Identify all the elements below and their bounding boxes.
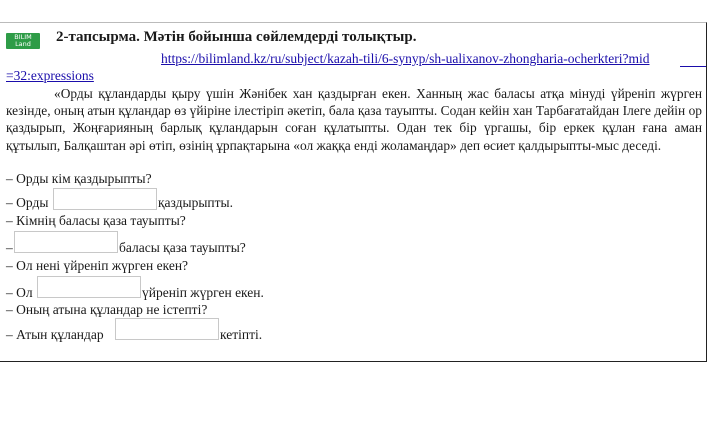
question-1: – Орды кім қаздырыпты? [6,171,152,186]
question-4: – Оның атына құландар не істепті? [6,302,208,317]
task-heading: 2-тапсырма. Мәтін бойынша сөйлемдерді толықтыр. [56,29,417,45]
logo-line2: Land [15,40,31,48]
answer-3-blank[interactable] [37,276,141,298]
source-link-line2[interactable]: =32:expressions [6,68,94,83]
answer-2-prefix: – [6,240,13,255]
logo-line1: BILIM [14,33,32,41]
answer-3-prefix: – Ол [6,285,33,300]
answer-1-suffix: қаздырыпты. [158,195,233,210]
answer-4-prefix: – Атын құландар [6,327,104,342]
source-link-line1[interactable]: https://bilimland.kz/ru/subject/kazah-tili/6-synyp/sh-ualixanov-zhongharia-ocherkteri?mid [161,51,650,66]
question-3: – Ол нені үйреніп жүрген екен? [6,258,189,273]
answer-4-suffix: кетіпті. [220,327,263,342]
answer-3-suffix: үйреніп жүрген екен. [142,285,264,300]
answer-2-suffix: баласы қаза тауыпты? [119,240,246,255]
answer-1-blank[interactable] [53,188,157,210]
link-underline [680,66,706,67]
bilimland-logo [6,33,40,49]
answer-2-blank[interactable] [14,231,118,253]
answer-1-prefix: – Орды [6,195,49,210]
answer-4-blank[interactable] [115,318,219,340]
question-2: – Кімнің баласы қаза тауыпты? [6,213,186,228]
text-paragraph: «Орды құландарды қыру үшін Жәнібек хан қаздырған екен. Ханның жас баласы атқа мінуді үйреніп жүрген кезінде, оның атын құландар өз үйіріне ілестіріп әкетіп, бала қаза тауыпты. Содан кейін хан Тарбағатайдан Ілеге дейін ор қаздырып, Жоңғарияның барлық құландарын соған құлатыпты. Одан тек бір үргашы, бір еркек құлан ғана аман құтылып, Балқаштан әрі өтіп, өзінің ұрпақтарына «ол жаққа енді жоламаңдар» деп өсиет қалдырыпты-мыс деседі. [6,86,702,153]
